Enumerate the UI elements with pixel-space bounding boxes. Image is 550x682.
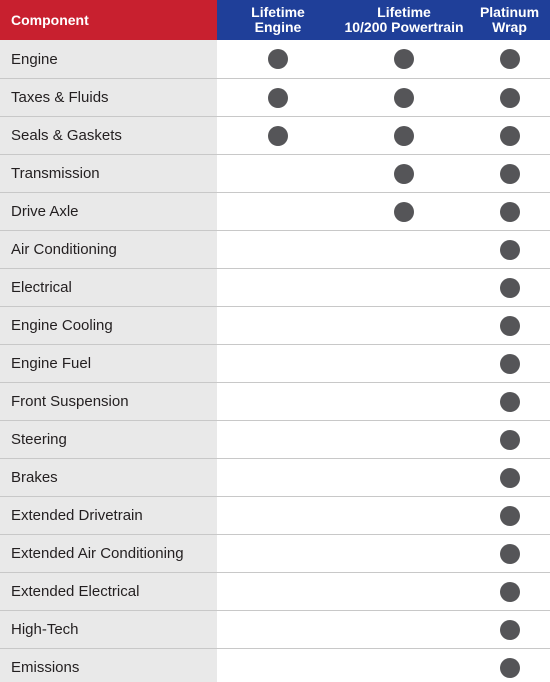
coverage-cell <box>339 40 469 78</box>
covered-dot-icon <box>500 278 520 298</box>
covered-dot-icon <box>500 506 520 526</box>
coverage-cell <box>217 649 339 682</box>
component-name: Front Suspension <box>0 383 217 420</box>
header-plan-platinum-wrap <box>469 0 550 40</box>
header-plan-label: Lifetime Engine <box>251 4 305 35</box>
component-name: Electrical <box>0 269 217 306</box>
component-name: Extended Drivetrain <box>0 497 217 534</box>
coverage-cell <box>469 649 550 682</box>
covered-dot-icon <box>500 544 520 564</box>
coverage-cell <box>339 193 469 230</box>
coverage-cell <box>469 573 550 610</box>
covered-dot-icon <box>394 202 414 222</box>
coverage-cell <box>217 307 339 344</box>
component-name: Extended Air Conditioning <box>0 535 217 572</box>
covered-dot-icon <box>500 620 520 640</box>
covered-dot-icon <box>500 49 520 69</box>
coverage-cell <box>217 117 339 154</box>
table-row <box>0 116 550 154</box>
header-component: Component <box>0 0 217 40</box>
component-name: Steering <box>0 421 217 458</box>
header-plan-lifetime-engine <box>217 0 339 40</box>
coverage-cell <box>217 573 339 610</box>
covered-dot-icon <box>394 126 414 146</box>
coverage-cell <box>469 497 550 534</box>
covered-dot-icon <box>500 202 520 222</box>
covered-dot-icon <box>394 49 414 69</box>
coverage-cell <box>339 497 469 534</box>
coverage-cell <box>469 79 550 116</box>
coverage-cell <box>339 535 469 572</box>
covered-dot-icon <box>268 88 288 108</box>
coverage-cell <box>469 535 550 572</box>
covered-dot-icon <box>500 316 520 336</box>
table-row <box>0 154 550 192</box>
covered-dot-icon <box>500 392 520 412</box>
component-name: Brakes <box>0 459 217 496</box>
coverage-cell <box>469 345 550 382</box>
coverage-cell <box>469 193 550 230</box>
covered-dot-icon <box>500 468 520 488</box>
coverage-cell <box>469 231 550 268</box>
coverage-cell <box>469 269 550 306</box>
table-row <box>0 610 550 648</box>
table-body <box>0 40 550 682</box>
coverage-cell <box>469 155 550 192</box>
covered-dot-icon <box>500 430 520 450</box>
coverage-cell <box>339 269 469 306</box>
covered-dot-icon <box>268 49 288 69</box>
coverage-cell <box>339 117 469 154</box>
coverage-cell <box>217 459 339 496</box>
coverage-cell <box>339 307 469 344</box>
coverage-cell <box>469 421 550 458</box>
component-name: Drive Axle <box>0 193 217 230</box>
coverage-cell <box>469 307 550 344</box>
coverage-cell <box>217 345 339 382</box>
header-plan-label: Platinum Wrap <box>479 4 540 35</box>
table-row <box>0 306 550 344</box>
coverage-cell <box>339 573 469 610</box>
covered-dot-icon <box>394 164 414 184</box>
table-row <box>0 40 550 78</box>
component-name: Seals & Gaskets <box>0 117 217 154</box>
covered-dot-icon <box>500 164 520 184</box>
covered-dot-icon <box>500 240 520 260</box>
covered-dot-icon <box>500 126 520 146</box>
table-header <box>0 0 550 40</box>
table-row <box>0 230 550 268</box>
component-name: Air Conditioning <box>0 231 217 268</box>
coverage-cell <box>339 155 469 192</box>
table-row <box>0 648 550 682</box>
component-name: High-Tech <box>0 611 217 648</box>
coverage-cell <box>339 649 469 682</box>
coverage-cell <box>217 269 339 306</box>
covered-dot-icon <box>500 88 520 108</box>
coverage-cell <box>339 79 469 116</box>
header-plan-lifetime-powertrain <box>339 0 469 40</box>
header-plan-label: Lifetime 10/200 Powertrain <box>344 4 464 35</box>
coverage-cell <box>217 155 339 192</box>
coverage-cell <box>217 497 339 534</box>
coverage-cell <box>217 193 339 230</box>
component-name: Transmission <box>0 155 217 192</box>
table-row <box>0 534 550 572</box>
component-name: Engine Fuel <box>0 345 217 382</box>
component-name: Emissions <box>0 649 217 682</box>
table-row <box>0 458 550 496</box>
covered-dot-icon <box>394 88 414 108</box>
table-row <box>0 572 550 610</box>
covered-dot-icon <box>500 582 520 602</box>
coverage-cell <box>469 459 550 496</box>
coverage-cell <box>469 611 550 648</box>
coverage-cell <box>217 40 339 78</box>
table-row <box>0 496 550 534</box>
coverage-cell <box>339 421 469 458</box>
table-row <box>0 382 550 420</box>
coverage-cell <box>339 383 469 420</box>
coverage-cell <box>339 611 469 648</box>
coverage-cell <box>217 535 339 572</box>
coverage-cell <box>469 117 550 154</box>
component-name: Extended Electrical <box>0 573 217 610</box>
coverage-cell <box>217 383 339 420</box>
coverage-cell <box>217 79 339 116</box>
component-name: Engine Cooling <box>0 307 217 344</box>
table-row <box>0 420 550 458</box>
coverage-cell <box>339 345 469 382</box>
coverage-cell <box>339 231 469 268</box>
coverage-cell <box>217 611 339 648</box>
covered-dot-icon <box>500 658 520 678</box>
coverage-cell <box>469 40 550 78</box>
coverage-cell <box>217 421 339 458</box>
covered-dot-icon <box>268 126 288 146</box>
component-name: Engine <box>0 40 217 78</box>
coverage-cell <box>217 231 339 268</box>
covered-dot-icon <box>500 354 520 374</box>
table-row <box>0 344 550 382</box>
coverage-cell <box>339 459 469 496</box>
table-row <box>0 78 550 116</box>
table-row <box>0 192 550 230</box>
table-row <box>0 268 550 306</box>
coverage-cell <box>469 383 550 420</box>
component-name: Taxes & Fluids <box>0 79 217 116</box>
